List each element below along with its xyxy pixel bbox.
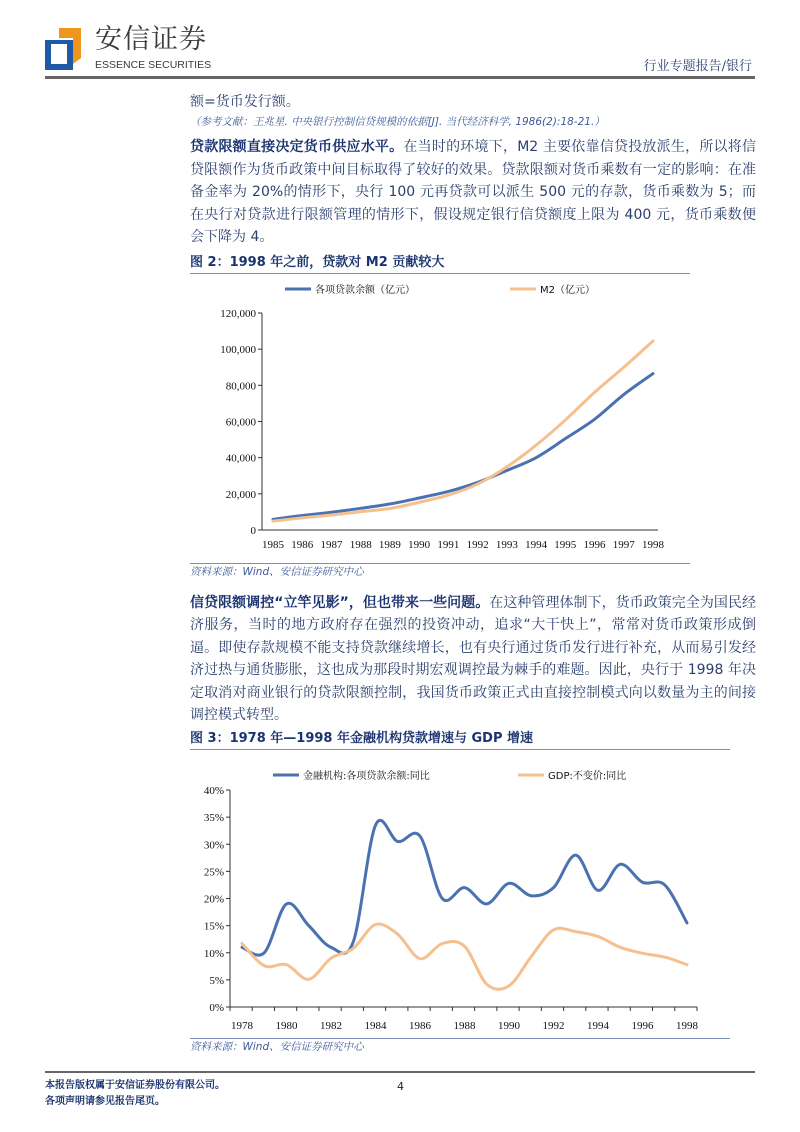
main-content xyxy=(190,92,756,1054)
y-tick-label: 40% xyxy=(203,784,224,797)
y-tick-label: 40,000 xyxy=(225,452,256,465)
figure-3-source-rule xyxy=(190,1038,730,1039)
y-tick-label: 0 xyxy=(250,524,256,537)
loan-m2-chart xyxy=(190,274,690,561)
y-tick-label: 20% xyxy=(203,893,224,905)
x-tick-label: 1989 xyxy=(378,538,401,551)
x-tick-label: 1993 xyxy=(495,538,518,551)
series-line-orange xyxy=(242,924,687,989)
x-tick-label: 1990 xyxy=(408,538,431,551)
x-tick-label: 1998 xyxy=(642,538,664,551)
y-tick-label: 60,000 xyxy=(225,416,256,428)
paragraph-2 xyxy=(190,592,756,727)
brand-name-cn: 安信证券 xyxy=(95,24,207,55)
page-number: 4 xyxy=(397,1080,404,1093)
y-tick-label: 100,000 xyxy=(220,343,256,356)
x-tick-label: 1985 xyxy=(262,538,284,551)
y-tick-label: 20,000 xyxy=(225,488,256,501)
x-tick-label: 1988 xyxy=(349,538,372,551)
x-tick-label: 1997 xyxy=(612,538,635,551)
y-tick-label: 0% xyxy=(209,1001,224,1014)
legend-label: 各项贷款余额（亿元） xyxy=(315,284,415,296)
footer-disclaimer: 各项声明请参见报告尾页。 xyxy=(45,1096,165,1107)
x-tick-label: 1994 xyxy=(525,538,548,551)
series-line-blue xyxy=(242,820,687,955)
x-tick-label: 1994 xyxy=(587,1019,609,1032)
x-tick-label: 1987 xyxy=(320,538,343,551)
figure-2-title: 图 2：1998 年之前，贷款对 M2 贡献较大 xyxy=(190,254,445,270)
loan-gdp-growth-chart xyxy=(190,758,730,1036)
figure-3-source: 资料来源：Wind、安信证券研究中心 xyxy=(190,1040,364,1053)
x-tick-label: 1988 xyxy=(453,1019,476,1032)
y-tick-label: 120,000 xyxy=(220,307,256,320)
footer-divider xyxy=(45,1071,755,1073)
footer-copyright: 本报告版权属于安信证券股份有限公司。 xyxy=(45,1080,225,1091)
x-tick-label: 1998 xyxy=(676,1019,698,1032)
x-tick-label: 1978 xyxy=(231,1019,253,1032)
y-tick-label: 5% xyxy=(209,974,224,987)
paragraph-1-lead: 贷款限额直接决定货币供应水平。 xyxy=(190,139,404,155)
brand-name-en: ESSENCE SECURITIES xyxy=(95,59,212,71)
paragraph-2-text: 在这种管理体制下，货币政策完全为国民经济服务，当时的地方政府存在强烈的投资冲动，追求“大干快上”，常常对货币政策形成倒逼。即使存款规模不能支持贷款继续增长，也有央行通过货币发行进行补充，从而易引发经济过热与通货膨胀，这也成为那段时期宏观调控最为棘手的难题。因此，央行于 1998 年决定取消对商业银行的贷款限额控制，我国货币政策正式由直接控制模式向以数量为主的间接调控模式转型。 xyxy=(190,594,756,723)
x-tick-label: 1996 xyxy=(583,538,606,551)
y-tick-label: 30% xyxy=(203,838,224,851)
legend-label: 金融机构:各项贷款余额:同比 xyxy=(303,770,430,782)
y-tick-label: 10% xyxy=(203,947,224,960)
figure-3-rule xyxy=(190,749,730,750)
y-tick-label: 35% xyxy=(203,811,224,824)
x-tick-label: 1991 xyxy=(437,538,460,551)
x-tick-label: 1986 xyxy=(409,1019,431,1032)
report-category: 行业专题报告/银行 xyxy=(643,59,752,74)
x-tick-label: 1984 xyxy=(364,1019,387,1032)
x-tick-label: 1986 xyxy=(291,538,314,551)
x-tick-label: 1982 xyxy=(320,1019,342,1032)
company-logo xyxy=(45,28,81,70)
x-tick-label: 1980 xyxy=(275,1019,298,1032)
series-line-blue xyxy=(273,373,653,519)
paragraph-1 xyxy=(190,136,756,249)
x-tick-label: 1990 xyxy=(498,1019,520,1032)
y-tick-label: 25% xyxy=(203,865,224,878)
paragraph-1-text: 在当时的环境下，M2 主要依靠信贷投放派生，所以将信贷限额作为货币政策中间目标取得了较好的效果。贷款限额对货币乘数有一定的影响：在准备金率为 20%的情形下，央行 100 元再贷款可以派生 500 元的存款，货币乘数为 5；而在央行对贷款进行限额管理的情形下，假设规定银行信贷额度上限为 400 元，货币乘数便会下降为 4。 xyxy=(190,139,757,245)
figure-3-title: 图 3：1978 年—1998 年金融机构贷款增速与 GDP 增速 xyxy=(190,730,534,746)
x-tick-label: 1995 xyxy=(554,538,577,551)
x-tick-label: 1992 xyxy=(542,1019,565,1032)
legend-label: GDP:不变价:同比 xyxy=(548,770,627,782)
series-line-orange xyxy=(273,341,653,521)
x-tick-label: 1992 xyxy=(466,538,489,551)
y-tick-label: 80,000 xyxy=(225,379,256,392)
legend-label: M2（亿元） xyxy=(540,284,595,296)
header-divider xyxy=(45,76,755,79)
text-line: 额=货币发行额。 xyxy=(190,94,300,110)
paragraph-2-lead: 信贷限额调控“立竿见影”，但也带来一些问题。 xyxy=(190,594,490,611)
reference-note: （参考文献：王兆星. 中央银行控制信贷规模的依据[J]. 当代经济科学, 1986(2):18-21.） xyxy=(190,116,605,128)
y-tick-label: 15% xyxy=(203,920,224,933)
x-tick-label: 1996 xyxy=(631,1019,654,1032)
figure-2-source-rule xyxy=(190,563,690,564)
figure-2-source: 资料来源：Wind、安信证券研究中心 xyxy=(190,565,364,578)
